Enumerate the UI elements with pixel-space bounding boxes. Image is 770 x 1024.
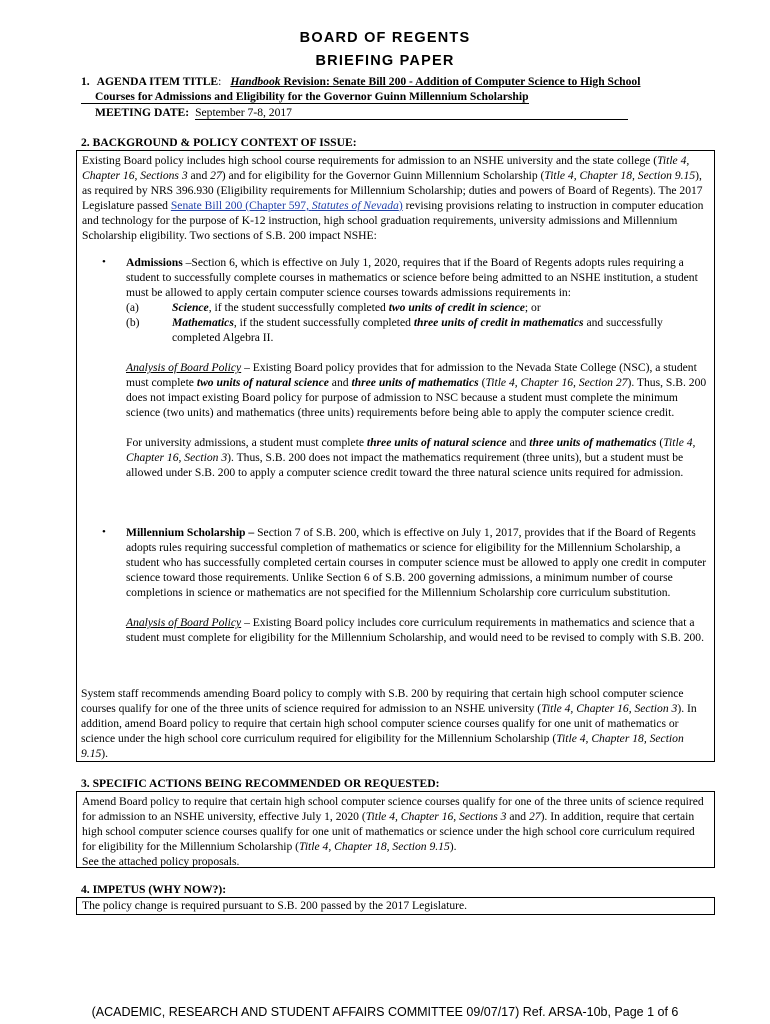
senate-bill-200-link[interactable]: Senate Bill 200 (Chapter 597, Statutes of Nevada) (170, 199, 403, 212)
page-footer: (ACADEMIC, RESEARCH AND STUDENT AFFAIRS COMMITTEE 09/07/17) Ref. ARSA-10b, Page 1 of 6 (91, 1005, 679, 1019)
see-attached-note: See the attached policy proposals. (82, 855, 240, 868)
analysis-label: Analysis of Board Policy (126, 361, 242, 374)
millennium-block (126, 525, 711, 645)
section-3-box (76, 791, 715, 868)
agenda-item-label: AGENDA ITEM TITLE (96, 75, 219, 88)
admissions-analysis: Analysis of Board Policy – Existing Board policy provides that for admission to the Nevada State College (NSC), a student must complete two units of natural science and three units of mathematics (Title 4, Chapter 16, Section 27). Thus, S.B. 200 does not impact existing Board policy for purpose of admission to NSC because a student must complete the minimum science (two units) and mathematics (three units) requirements before being able to apply the computer science credit. (126, 361, 707, 419)
millennium-label: Millennium Scholarship – (126, 526, 255, 539)
bullet-icon: • (102, 526, 106, 538)
bullet-icon: • (102, 256, 106, 268)
document-title: BOARD OF REGENTS (299, 30, 471, 46)
staff-recommendation: System staff recommends amending Board policy to comply with S.B. 200 by requiring that certain high school computer science courses qualify for one of the three units of science required for admission to an NSHE university (Title 4, Chapter 16, Section 3). In addition, amend Board policy to require that certain high school computer science courses qualify for one unit of mathematics or science under the high school core curriculum required for eligibility for the Millennium Scholarship (Title 4, Chapter 18, Section 9.15). (81, 687, 697, 760)
admissions-paragraph: Admissions –Section 6, which is effective on July 1, 2020, requires that if the Board of Regents adopts rules requiring a student to successfully complete courses in mathematics or science before being admitted to an NSHE institution, a student must be allowed to apply certain computer science courses towards admissions requirements in: (126, 256, 698, 299)
admissions-block (126, 255, 711, 480)
handbook-word: Handbook (230, 75, 281, 88)
agenda-title-text: Revision: Senate Bill 200 - Addition of Computer Science to High School (280, 75, 641, 88)
agenda-title-line2: Courses for Admissions and Eligibility for the Governor Guinn Millennium Scholarship (81, 90, 529, 104)
document-subtitle: BRIEFING PAPER (315, 53, 455, 69)
meeting-date-row (81, 105, 711, 120)
millennium-analysis: Analysis of Board Policy – Existing Board policy includes core curriculum requirements in mathematics and science that a student must complete for eligibility for the Millennium Scholarship, and would need to be revised to comply with S.B. 200. (126, 616, 704, 644)
section-4-box (76, 897, 715, 915)
admissions-item-a: (a) Science, if the student successfully completed two units of credit in science; or (126, 301, 541, 314)
meeting-date-value: September 7-8, 2017 (195, 107, 628, 120)
recommended-action: Amend Board policy to require that certain high school computer science courses qualify for one of the three units of science required for admission to an NSHE university, effective July 1, 2020 (Title 4, Chapter 16, Sections 3 and 27). In addition, require that certain high school computer science courses qualify for one unit of mathematics or science under the high school core curriculum required for eligibility for the Millennium Scholarship (Title 4, Chapter 18, Section 9.15). (82, 795, 704, 853)
section-1-agenda (81, 74, 711, 120)
section-3-heading: 3. SPECIFIC ACTIONS BEING RECOMMENDED OR REQUESTED: (81, 777, 440, 790)
section-4-heading: 4. IMPETUS (WHY NOW?): (81, 883, 227, 896)
university-admissions-paragraph: For university admissions, a student must complete three units of natural science and three units of mathematics (Title 4, Chapter 16, Section 3). Thus, S.B. 200 does not impact the mathematics requirement (three units), but a student must be allowed under S.B. 200 to apply a computer science credit toward the three natural science units required for admission. (126, 436, 696, 479)
meeting-date-label: MEETING DATE: (95, 106, 190, 119)
background-intro: Existing Board policy includes high school course requirements for admission to an NSHE university and the state college (Title 4, Chapter 16, Sections 3 and 27) and for eligibility for the Governor Guinn Millennium Scholarship (Title 4, Chapter 18, Section 9.15), as required by NRS 396.930 (Eligibility requirements for Millennium Scholarship; duties and powers of Board of Regents). The 2017 Legislature passed Senate Bill 200 (Chapter 597, Statutes of Nevada) revising provisions relating to instruction in computer education and technology for the purpose of K-12 instruction, high school graduation requirements, university admissions and Millennium Scholarship eligibility. Two sections of S.B. 200 impact NSHE: (82, 154, 704, 242)
analysis-label: Analysis of Board Policy (126, 616, 242, 629)
millennium-paragraph: Millennium Scholarship – Section 7 of S.B. 200, which is effective on July 1, 2017, provides that if the Board of Regents adopts rules requiring successful completion of mathematics or science for eligibility for the Millennium Scholarship, a student who has successfully completed certain courses in computer science must be allowed to apply one credit in computer science toward those requirements. Unlike Section 6 of S.B. 200 governing admissions, a minimum number of course completions in science or mathematics are not specified for the Millennium Scholarship core curriculum substitution. (126, 526, 707, 599)
section-2-heading: 2. BACKGROUND & POLICY CONTEXT OF ISSUE: (81, 136, 357, 149)
agenda-title-line: 1. AGENDA ITEM TITLE: Handbook Revision: Senate Bill 200 - Addition of Computer Science to High School (81, 75, 641, 88)
impetus-text: The policy change is required pursuant to S.B. 200 passed by the 2017 Legislature. (82, 899, 468, 912)
admissions-item-b: (b) Mathematics, if the student successfully completed three units of credit in mathematics and successfully completed Algebra II. (126, 316, 663, 344)
admissions-label: Admissions (126, 256, 183, 269)
